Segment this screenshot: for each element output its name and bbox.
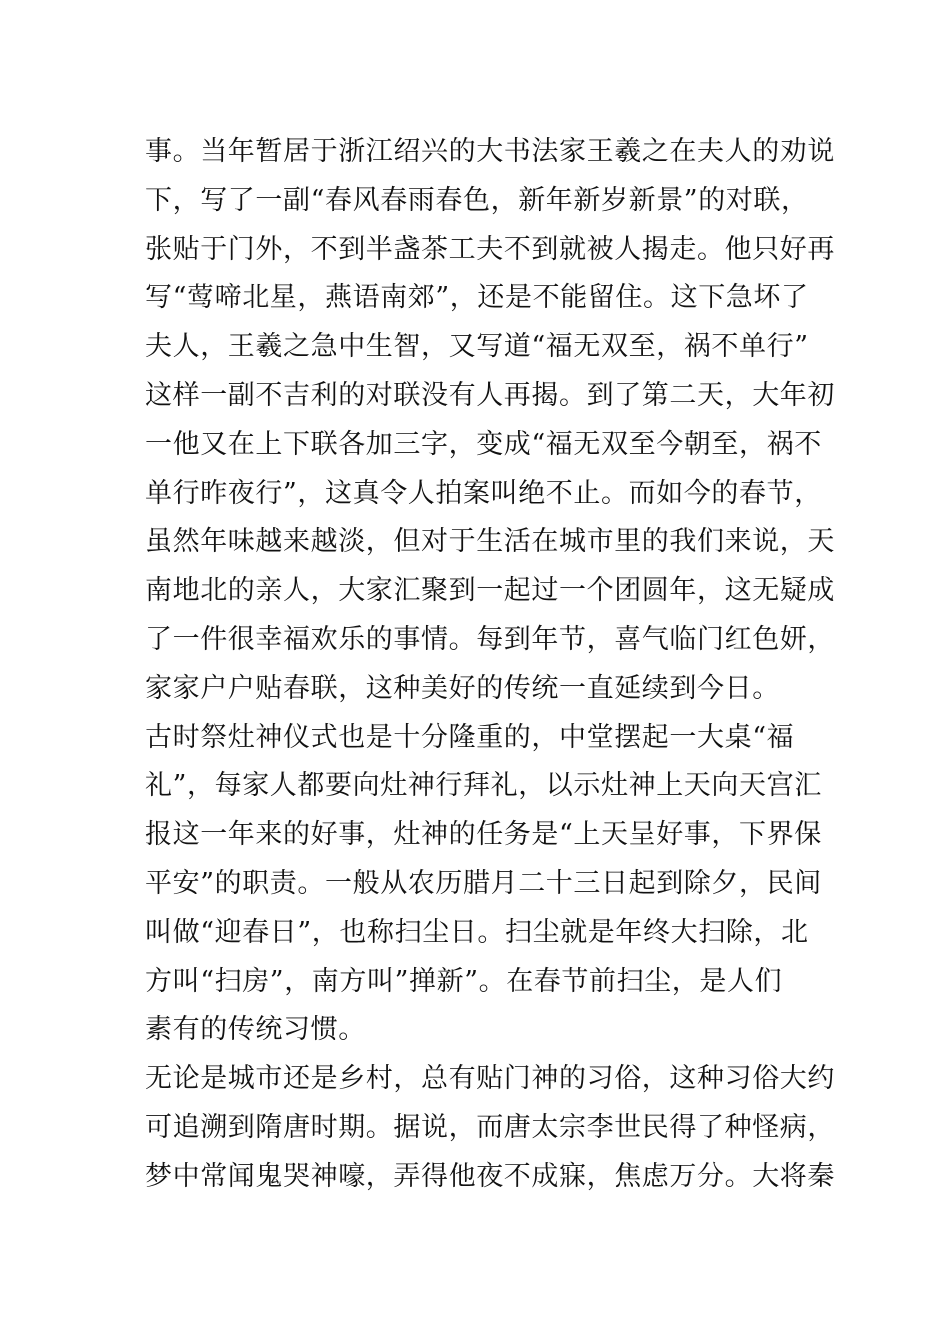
text-line: 下，写了一副“春风春雨春色，新年新岁新景”的对联， — [145, 184, 809, 216]
text-line: 家家户户贴春联，这种美好的传统一直延续到今日。 — [145, 672, 780, 704]
text-line: 张贴于门外，不到半盏茶工夫不到就被人揭走。他只好再 — [145, 233, 835, 265]
text-line: 方叫“扫房”，南方叫”掸新”。在春节前扫尘，是人们 — [145, 965, 783, 997]
body-text — [145, 128, 835, 1202]
text-line: 叫做“迎春日”，也称扫尘日。扫尘就是年终大扫除，北 — [145, 916, 809, 948]
text-line: 一他又在上下联各加三字，变成“福无双至今朝至，祸不 — [145, 428, 822, 460]
text-line: 无论是城市还是乡村，总有贴门神的习俗，这种习俗大约 — [145, 1063, 835, 1095]
text-line: 南地北的亲人，大家汇聚到一起过一个团圆年，这无疑成 — [145, 575, 835, 607]
text-line: 虽然年味越来越淡，但对于生活在城市里的我们来说，天 — [145, 526, 835, 558]
text-line: 这样一副不吉利的对联没有人再揭。到了第二天，大年初 — [145, 379, 835, 411]
text-line: 夫人，王羲之急中生智，又写道“福无双至，祸不单行” — [145, 331, 809, 363]
text-line: 报这一年来的好事，灶神的任务是“上天呈好事，下界保 — [145, 819, 822, 851]
text-line: 写“莺啼北星，燕语南郊”，还是不能留住。这下急坏了 — [145, 282, 809, 314]
text-line: 平安”的职责。一般从农历腊月二十三日起到除夕，民间 — [145, 867, 822, 899]
text-line: 素有的传统习惯。 — [145, 1014, 366, 1046]
text-line: 单行昨夜行”，这真令人拍案叫绝不止。而如今的春节， — [145, 477, 822, 509]
text-line: 古时祭灶神仪式也是十分隆重的，中堂摆起一大桌“福 — [145, 721, 795, 753]
text-line: 了一件很幸福欢乐的事情。每到年节，喜气临门红色妍， — [145, 623, 835, 655]
text-line: 梦中常闻鬼哭神嚎，弄得他夜不成寐，焦虑万分。大将秦 — [145, 1160, 835, 1192]
text-line: 可追溯到隋唐时期。据说，而唐太宗李世民得了种怪病， — [145, 1111, 835, 1143]
text-line: 事。当年暂居于浙江绍兴的大书法家王羲之在夫人的劝说 — [145, 136, 835, 167]
text-line: 礼”，每家人都要向灶神行拜礼，以示灶神上天向天宫汇 — [145, 770, 822, 802]
